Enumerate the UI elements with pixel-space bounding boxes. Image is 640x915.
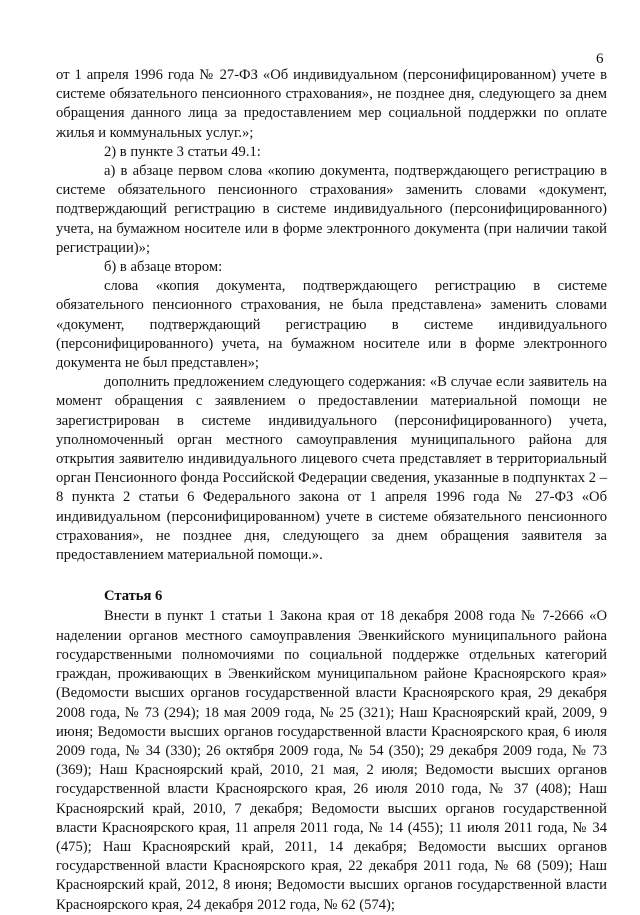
paragraph-item-2: 2) в пункте 3 статьи 49.1: (104, 143, 261, 160)
paragraph-words-replacement: слова «копия документа, подтверждающего регистрацию в системе обязательного пенсионного страхования, не была представлена» заменить словами «документ, подтверждающий регистрацию в системе индивидуального (персонифицированного) учета, на бумажном носителе или в форме электронного документа не был представлен»; (56, 278, 607, 372)
document-body (56, 66, 607, 915)
article-paragraph: Внести в пункт 1 статьи 1 Закона края от 18 декабря 2008 года № 7-2666 «О наделении органов местного самоуправления Эвенкийского муниципального района государственными полномочиями по социальной поддержке отдельных категорий граждан, проживающих в Эвенкийском муниципальном районе Красноярского края» (Ведомости высших органов государственной власти Красноярского края, 29 декабря 2008 года, № 73 (294); 18 мая 2009 года, № 25 (321); Наш Красноярский край, 2009, 9 июня; Ведомости высших органов государственной власти Красноярского края, 6 июля 2009 года, № 34 (330); 26 октября 2009 года, № 54 (350); 29 декабря 2009 года, № 73 (369); Наш Красноярский край, 2010, 21 мая, 2 июля; Ведомости высших органов государственной власти Красноярского края, 26 июля 2010 года, № 37 (408); Наш Красноярский край, 2010, 7 декабря; Ведомости высших органов государственной власти Красноярского края, 11 апреля 2011 года, № 14 (455); 11 июля 2011 года, № 34 (475); Наш Красноярский край, 2011, 14 декабря; Ведомости высших органов государственной власти Красноярского края, 22 декабря 2011 года, № 68 (509); Наш Красноярский край, 2012, 8 июня; Ведомости высших органов государственной власти Красноярского края, 24 декабря 2012 года, № 62 (574); (56, 608, 607, 913)
article-heading: Статья 6 (104, 588, 163, 605)
paragraph-addition: дополнить предложением следующего содержания: «В случае если заявитель на момент обращения с заявлением о предоставлении материальной помощи не зарегистрирован в системе индивидуального (персонифицированного) учета, уполномоченный орган местного самоуправления муниципального района для открытия заявителю индивидуального лицевого счета представляет в территориальный орган Пенсионного фонда Российской Федерации сведения, указанные в подпунктах 2 – 8 пункта 2 статьи 6 Федерального закона от 1 апреля 1996 года № 27-ФЗ «Об индивидуальном (персонифицированном) учете в системе обязательного пенсионного страхования», не позднее дня, следующего за днем обращения заявителя за предоставлением материальной помощи.». (56, 374, 607, 564)
section-gap (56, 565, 607, 587)
paragraph-subitem-b: б) в абзаце втором: (104, 259, 223, 276)
paragraph-subitem-a: а) в абзаце первом слова «копию документа, подтверждающего регистрацию в системе обязательного пенсионного страхования» заменить словами «документ, подтверждающий регистрацию в системе индивидуального (персонифицированного) учета, на бумажном носителе или в форме электронного документа (при наличии такой регистрации)»; (56, 163, 607, 256)
paragraph-continuation: от 1 апреля 1996 года № 27-ФЗ «Об индивидуальном (персонифицированном) учете в системе обязательного пенсионного страхования», не позднее дня, следующего за днем обращения данного лица за предоставлением мер социальной поддержки по оплате жилья и коммунальных услуг.»; (56, 67, 607, 141)
page-number: 6 (596, 51, 604, 67)
